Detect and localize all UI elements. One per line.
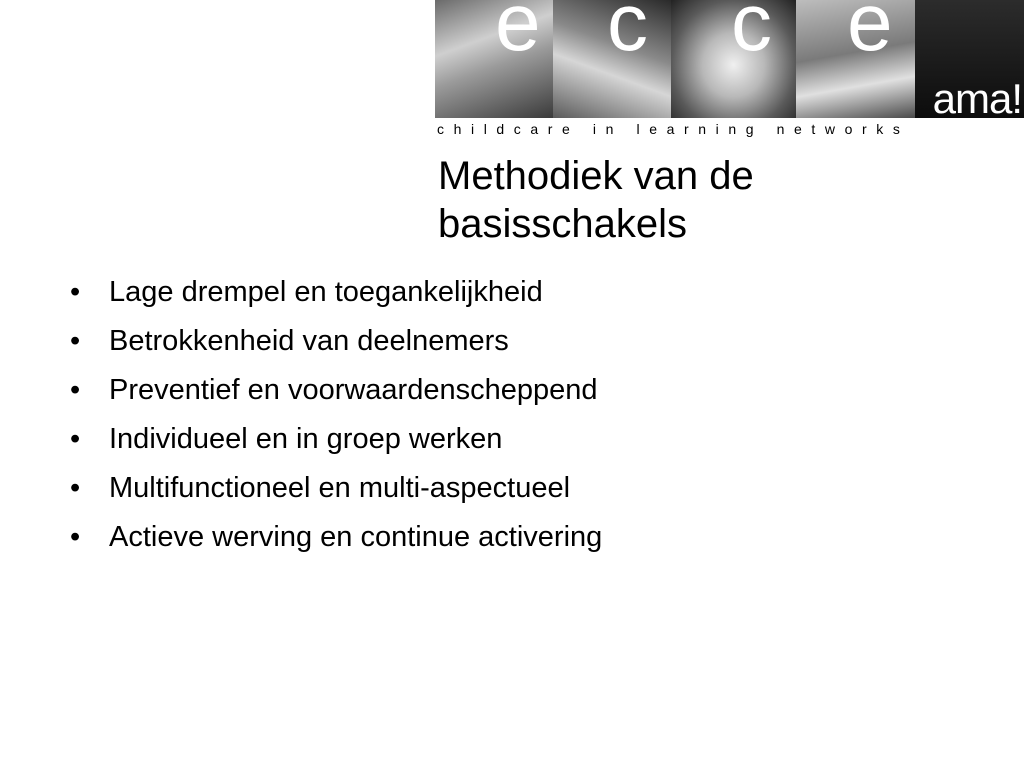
list-item-text: Preventief en voorwaardenscheppend: [109, 374, 598, 406]
logo-letter: e: [495, 0, 541, 68]
banner-tagline: childcare in learning networks: [437, 121, 910, 137]
logo-letter: c: [731, 0, 772, 68]
bullet-icon: •: [70, 325, 81, 357]
list-item: [68, 464, 968, 513]
list-item: [68, 268, 968, 317]
bullet-icon: •: [70, 276, 81, 308]
bullet-icon: •: [70, 472, 81, 504]
logo-letter: c: [607, 0, 648, 68]
bullet-icon: •: [70, 423, 81, 455]
list-item-text: Individueel en in groep werken: [109, 423, 503, 455]
list-item-text: Betrokkenheid van deelnemers: [109, 325, 509, 357]
list-item-text: Actieve werving en continue activering: [109, 521, 603, 553]
list-item-text: Lage drempel en toegankelijkheid: [109, 276, 543, 308]
list-item: [68, 415, 968, 464]
list-item: [68, 366, 968, 415]
list-item: [68, 513, 968, 562]
list-item-text: Multifunctioneel en multi-aspectueel: [109, 472, 571, 504]
bullet-icon: •: [70, 374, 81, 406]
logo-suffix: ama!: [932, 75, 1022, 118]
bullet-list: [68, 268, 968, 562]
header-logo-banner: [435, 0, 1024, 118]
bullet-icon: •: [70, 521, 81, 553]
logo-letter: e: [847, 0, 893, 68]
list-item: [68, 317, 968, 366]
slide-title: Methodiek van de basisschakels: [438, 154, 754, 246]
